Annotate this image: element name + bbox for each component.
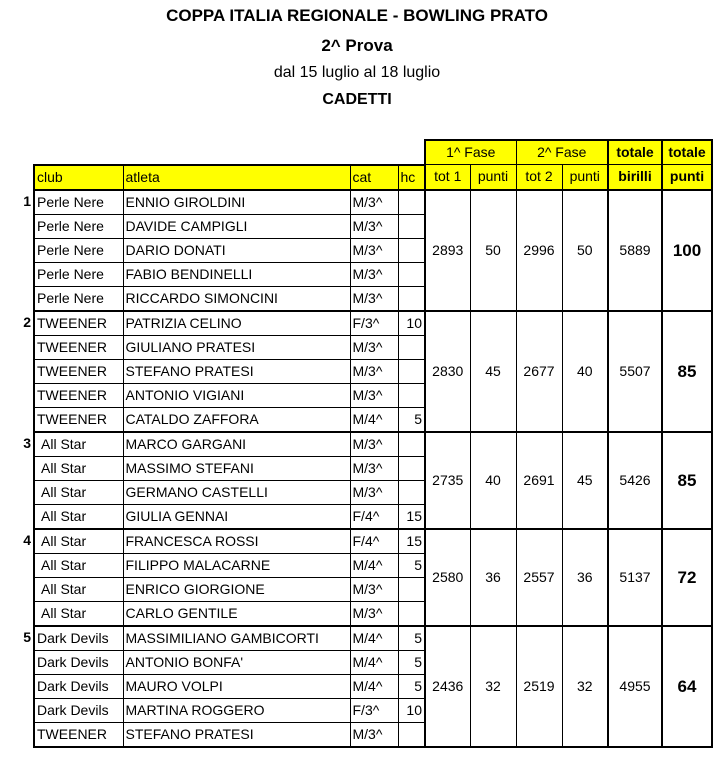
club-cell: Dark Devils xyxy=(34,650,123,674)
tot1-value: 2830 xyxy=(425,311,470,432)
rank-spacer xyxy=(14,674,34,698)
category-cell: M/3^ xyxy=(350,577,398,601)
category-cell: M/3^ xyxy=(350,456,398,480)
handicap-cell: 5 xyxy=(398,650,425,674)
category-cell: M/3^ xyxy=(350,214,398,238)
phase1-header: 1^ Fase xyxy=(425,140,516,165)
tot2-value: 2557 xyxy=(516,529,562,626)
atleta-header: atleta xyxy=(123,165,350,190)
handicap-cell xyxy=(398,480,425,504)
category-cell: M/3^ xyxy=(350,383,398,407)
totale-birilli-header-top: totale xyxy=(608,140,662,165)
hc-header: hc xyxy=(398,165,425,190)
punti1-value: 32 xyxy=(470,626,516,747)
athlete-cell: PATRIZIA CELINO xyxy=(123,311,350,336)
club-cell: TWEENER xyxy=(34,335,123,359)
rank-spacer xyxy=(14,650,34,674)
tot2-header: tot 2 xyxy=(516,165,562,190)
athlete-cell: GIULIA GENNAI xyxy=(123,504,350,529)
rank-spacer xyxy=(14,577,34,601)
punti1-value: 40 xyxy=(470,432,516,529)
team-rank: 2 xyxy=(23,313,31,330)
total-points-value: 64 xyxy=(662,626,712,747)
club-cell: Dark Devils xyxy=(34,674,123,698)
rank-spacer xyxy=(14,238,34,262)
club-cell: TWEENER xyxy=(34,311,123,336)
category-cell: M/3^ xyxy=(350,190,398,215)
punti2-value: 50 xyxy=(562,190,608,311)
rank-spacer xyxy=(14,722,34,747)
club-cell: All Star xyxy=(34,577,123,601)
handicap-cell: 10 xyxy=(398,698,425,722)
athlete-cell: DARIO DONATI xyxy=(123,238,350,262)
results-table xyxy=(14,139,713,748)
tot2-value: 2677 xyxy=(516,311,562,432)
handicap-cell xyxy=(398,335,425,359)
cat-header: cat xyxy=(350,165,398,190)
rank-spacer xyxy=(14,601,34,626)
athlete-cell: MAURO VOLPI xyxy=(123,674,350,698)
team-rank: 1 xyxy=(23,192,31,209)
handicap-cell xyxy=(398,432,425,457)
totale-birilli-header: birilli xyxy=(608,165,662,190)
athlete-cell: DAVIDE CAMPIGLI xyxy=(123,214,350,238)
category-cell: M/4^ xyxy=(350,650,398,674)
birilli-value: 5426 xyxy=(608,432,662,529)
athlete-cell: RICCARDO SIMONCINI xyxy=(123,286,350,311)
rank-spacer xyxy=(14,262,34,286)
totale-punti-header: punti xyxy=(662,165,712,190)
totale-punti-header-top: totale xyxy=(662,140,712,165)
category-cell: M/3^ xyxy=(350,480,398,504)
table-row xyxy=(14,626,712,651)
birilli-value: 4955 xyxy=(608,626,662,747)
club-cell: TWEENER xyxy=(34,359,123,383)
athlete-cell: FILIPPO MALACARNE xyxy=(123,553,350,577)
header-row-bottom xyxy=(14,165,712,190)
category-cell: M/3^ xyxy=(350,238,398,262)
athlete-cell: MARTINA ROGGERO xyxy=(123,698,350,722)
category-cell: M/3^ xyxy=(350,432,398,457)
punti2-value: 45 xyxy=(562,432,608,529)
category-cell: F/4^ xyxy=(350,504,398,529)
category-cell: M/3^ xyxy=(350,286,398,311)
rank-spacer xyxy=(14,456,34,480)
category-cell: M/4^ xyxy=(350,674,398,698)
rank-spacer xyxy=(14,698,34,722)
athlete-cell: FABIO BENDINELLI xyxy=(123,262,350,286)
date-range: dal 15 luglio al 18 luglio xyxy=(273,64,441,81)
handicap-cell: 15 xyxy=(398,504,425,529)
handicap-cell: 15 xyxy=(398,529,425,554)
club-cell: Perle Nere xyxy=(34,214,123,238)
category-title: CADETTI xyxy=(322,91,392,108)
handicap-cell xyxy=(398,383,425,407)
rank-spacer xyxy=(14,214,34,238)
club-cell: Perle Nere xyxy=(34,286,123,311)
athlete-cell: STEFANO PRATESI xyxy=(123,722,350,747)
club-cell: All Star xyxy=(34,529,123,554)
athlete-cell: MARCO GARGANI xyxy=(123,432,350,457)
club-cell: All Star xyxy=(34,601,123,626)
club-cell: All Star xyxy=(34,504,123,529)
rank-spacer xyxy=(14,286,34,311)
rank-spacer xyxy=(14,553,34,577)
tot2-value: 2519 xyxy=(516,626,562,747)
punti1-value: 36 xyxy=(470,529,516,626)
category-cell: M/3^ xyxy=(350,262,398,286)
punti2-value: 40 xyxy=(562,311,608,432)
total-points-value: 72 xyxy=(662,529,712,626)
punti1-value: 45 xyxy=(470,311,516,432)
tot1-header: tot 1 xyxy=(425,165,470,190)
table-row xyxy=(14,190,712,215)
rank-spacer xyxy=(14,383,34,407)
club-cell: Dark Devils xyxy=(34,698,123,722)
athlete-cell: ANTONIO BONFA' xyxy=(123,650,350,674)
rank-spacer xyxy=(14,480,34,504)
club-cell: Perle Nere xyxy=(34,190,123,215)
handicap-cell xyxy=(398,190,425,215)
total-points-value: 100 xyxy=(662,190,712,311)
handicap-cell: 5 xyxy=(398,553,425,577)
tot1-value: 2893 xyxy=(425,190,470,311)
team-rank: 4 xyxy=(23,531,31,548)
handicap-cell xyxy=(398,601,425,626)
club-cell: All Star xyxy=(34,480,123,504)
category-cell: M/4^ xyxy=(350,626,398,651)
handicap-cell xyxy=(398,214,425,238)
round-title: 2^ Prova xyxy=(321,36,393,55)
club-cell: Dark Devils xyxy=(34,626,123,651)
club-header: club xyxy=(34,165,123,190)
tot1-value: 2436 xyxy=(425,626,470,747)
athlete-cell: FRANCESCA ROSSI xyxy=(123,529,350,554)
punti2-header: punti xyxy=(562,165,608,190)
club-cell: TWEENER xyxy=(34,407,123,432)
athlete-cell: ENRICO GIORGIONE xyxy=(123,577,350,601)
club-cell: Perle Nere xyxy=(34,262,123,286)
category-cell: M/3^ xyxy=(350,359,398,383)
punti2-value: 32 xyxy=(562,626,608,747)
category-cell: M/3^ xyxy=(350,601,398,626)
athlete-cell: CARLO GENTILE xyxy=(123,601,350,626)
category-cell: M/3^ xyxy=(350,722,398,747)
rank-spacer xyxy=(14,359,34,383)
total-points-value: 85 xyxy=(662,432,712,529)
handicap-cell: 5 xyxy=(398,407,425,432)
athlete-cell: ANTONIO VIGIANI xyxy=(123,383,350,407)
rank-spacer xyxy=(14,335,34,359)
handicap-cell xyxy=(398,456,425,480)
tot1-value: 2580 xyxy=(425,529,470,626)
table-row xyxy=(14,529,712,554)
category-cell: F/3^ xyxy=(350,698,398,722)
header-row-top xyxy=(14,140,712,165)
tot2-value: 2996 xyxy=(516,190,562,311)
athlete-cell: GIULIANO PRATESI xyxy=(123,335,350,359)
punti1-value: 50 xyxy=(470,190,516,311)
club-cell: Perle Nere xyxy=(34,238,123,262)
total-points-value: 85 xyxy=(662,311,712,432)
handicap-cell xyxy=(398,238,425,262)
handicap-cell xyxy=(398,359,425,383)
category-cell: F/4^ xyxy=(350,529,398,554)
team-rank: 3 xyxy=(23,434,31,451)
athlete-cell: MASSIMILIANO GAMBICORTI xyxy=(123,626,350,651)
handicap-cell xyxy=(398,722,425,747)
category-cell: M/4^ xyxy=(350,407,398,432)
category-cell: F/3^ xyxy=(350,311,398,336)
birilli-value: 5137 xyxy=(608,529,662,626)
club-cell: TWEENER xyxy=(34,383,123,407)
birilli-value: 5507 xyxy=(608,311,662,432)
table-row xyxy=(14,311,712,336)
punti1-header: punti xyxy=(470,165,516,190)
handicap-cell: 10 xyxy=(398,311,425,336)
phase2-header: 2^ Fase xyxy=(516,140,608,165)
handicap-cell xyxy=(398,577,425,601)
athlete-cell: CATALDO ZAFFORA xyxy=(123,407,350,432)
category-cell: M/3^ xyxy=(350,335,398,359)
rank-spacer xyxy=(14,407,34,432)
birilli-value: 5889 xyxy=(608,190,662,311)
handicap-cell xyxy=(398,286,425,311)
athlete-cell: GERMANO CASTELLI xyxy=(123,480,350,504)
document-title: COPPA ITALIA REGIONALE - BOWLING PRATO xyxy=(166,6,548,25)
tot2-value: 2691 xyxy=(516,432,562,529)
rank-spacer xyxy=(14,504,34,529)
athlete-cell: ENNIO GIROLDINI xyxy=(123,190,350,215)
club-cell: All Star xyxy=(34,432,123,457)
club-cell: All Star xyxy=(34,553,123,577)
handicap-cell xyxy=(398,262,425,286)
tot1-value: 2735 xyxy=(425,432,470,529)
handicap-cell: 5 xyxy=(398,626,425,651)
handicap-cell: 5 xyxy=(398,674,425,698)
athlete-cell: MASSIMO STEFANI xyxy=(123,456,350,480)
category-cell: M/4^ xyxy=(350,553,398,577)
club-cell: All Star xyxy=(34,456,123,480)
athlete-cell: STEFANO PRATESI xyxy=(123,359,350,383)
punti2-value: 36 xyxy=(562,529,608,626)
club-cell: TWEENER xyxy=(34,722,123,747)
table-row xyxy=(14,432,712,457)
team-rank: 5 xyxy=(23,628,31,645)
